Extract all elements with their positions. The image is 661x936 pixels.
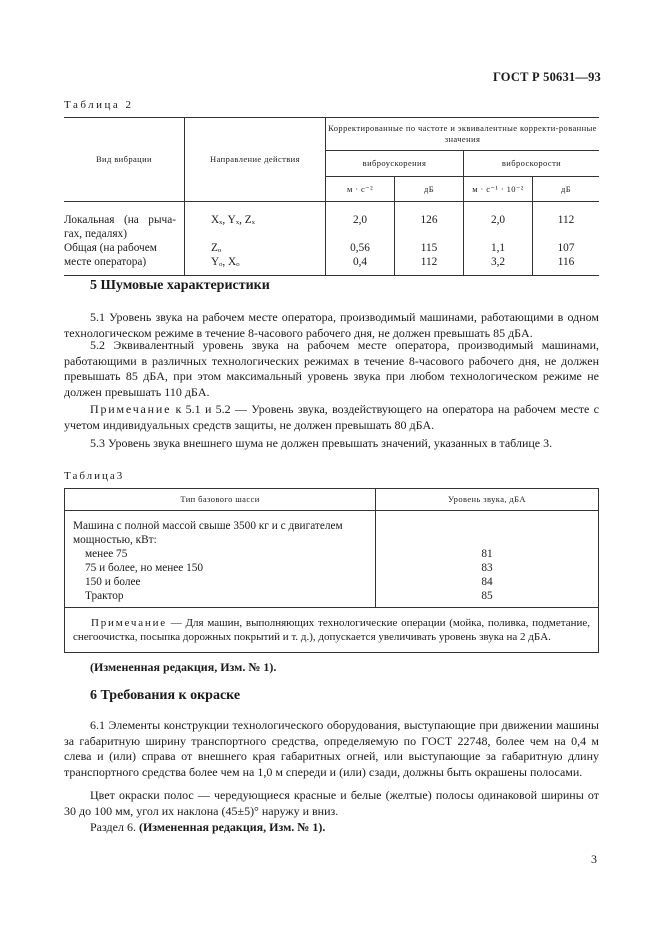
table3-row-label: 150 и более xyxy=(85,576,141,588)
table2-unit-db2: дБ xyxy=(533,177,600,202)
table2-row-accel: 0,56 xyxy=(350,242,370,254)
edition-note: (Измененная редакция, Изм. № 1). xyxy=(90,660,277,674)
table2-row-accel-db: 115 xyxy=(420,242,438,254)
table2-row-speed: 2,0 xyxy=(490,214,506,226)
table3-caption: Таблица3 xyxy=(64,470,125,482)
section5-p3: 5.3 Уровень звука внешнего шума не должен превышать значений, указанных в таблице 3. xyxy=(90,436,553,450)
table2-unit-speed: м · с⁻¹ · 10⁻² xyxy=(464,177,533,202)
table2 xyxy=(64,117,599,276)
section5-p2: 5.2 Эквивалентный уровень звука на рабочем месте оператора, производимый машинами, работающими в различных технологических режимах в течение 8-часового рабочего дня, не должен превышать 85 дБA, при этом максимальный уровень звука при любом технологическом режиме не должен превышать 110 дБA. xyxy=(64,338,599,399)
table2-row-accel-db: 126 xyxy=(420,214,438,226)
table3-row-value: 85 xyxy=(481,590,493,602)
table2-col-corrected: Корректированные по частоте и эквивалентные корректи-рованные значения xyxy=(326,118,600,151)
table2-row-speed-db: 112 xyxy=(557,214,575,226)
table2-row-dir: Zₒ xyxy=(211,242,222,254)
table2-row-type: Локальная (на рыча-гах, педалях) xyxy=(64,214,176,240)
table2-col-direction: Направление действия xyxy=(185,118,326,202)
table2-row-speed-db: 107 xyxy=(557,242,575,254)
table2-row-accel: 0,4 xyxy=(352,256,368,268)
table3-row-label: менее 75 xyxy=(85,548,128,560)
table3-col-chassis: Тип базового шасси xyxy=(65,489,376,511)
section5-p1: 5.1 Уровень звука на рабочем месте оператора, производимый машинами, работающими в одном технологическом режиме в течение 8-часового рабочего дня, не должен превышать 85 дБA. xyxy=(64,310,599,340)
section6-p3 xyxy=(64,820,599,836)
section6-p3-prefix: Раздел 6. xyxy=(90,820,136,834)
table2-col-type: Вид вибрации xyxy=(64,118,185,202)
table2-unit-db1: дБ xyxy=(395,177,464,202)
table3-row-label: 75 и более, но менее 150 xyxy=(85,562,204,574)
table2-row-dir: Yₒ, Xₒ xyxy=(211,256,240,268)
table3 xyxy=(64,488,599,653)
table2-row-speed: 3,2 xyxy=(490,256,506,268)
section5-note xyxy=(64,402,599,433)
table3-row-value: 84 xyxy=(481,576,493,588)
table2-caption: Таблица 2 xyxy=(64,99,134,111)
section5-note-text: к 5.1 и 5.2 — Уровень звука, воздействующего на оператора на рабочем месте с учетом индивидуальных средств защиты, не должен превышать 80 дБA. xyxy=(64,402,599,432)
table2-row-accel-db: 112 xyxy=(420,256,438,268)
table2-row-type: Общая (на рабочем месте оператора) xyxy=(64,242,157,268)
section5-note-label: Примечание xyxy=(90,402,172,416)
table2-col-accel: виброускорения xyxy=(326,151,464,177)
table3-col-level: Уровень звука, дБA xyxy=(376,489,599,511)
table2-row-speed-db: 116 xyxy=(557,256,575,268)
table3-intro: Машина с полной массой свыше 3500 кг и с двигателем мощностью, кВт: xyxy=(73,520,343,546)
table2-col-speed: виброскорости xyxy=(464,151,600,177)
table3-row-label: Трактор xyxy=(85,590,124,602)
page-number: 3 xyxy=(591,852,597,866)
table2-unit-accel: м · с⁻² xyxy=(326,177,395,202)
table2-row-speed: 1,1 xyxy=(490,242,506,254)
section6-p3-bold: (Измененная редакция, Изм. № 1). xyxy=(138,820,326,834)
table2-row-accel: 2,0 xyxy=(352,214,368,226)
table3-note-label: Примечание xyxy=(91,617,167,629)
table3-row-value: 83 xyxy=(481,562,493,574)
document-code: ГОСТ Р 50631—93 xyxy=(492,70,601,84)
table3-row-value: 81 xyxy=(481,548,493,560)
section6-p1: 6.1 Элементы конструкции технологического оборудования, выступающие при движении машины за габаритную ширину транспортного средства, определяемую по ГОСТ 22748, более чем на 0,4 м слева и (или) справа от внешнего края габаритных огней, или выступающие за габаритную длину транспортного средства более чем на 1,0 м спереди и (или) сзади, должны быть окрашены полосами. xyxy=(64,718,599,779)
table2-row-dir: Xₓ, Yₓ, Zₓ xyxy=(211,214,255,226)
table3-note-text: — Для машин, выполняющих технологические операции (мойка, поливка, подметание, снегоочистка, посыпка дорожных покрытий и т. д.), допускается увеличивать уровень звука на 2 дБA. xyxy=(73,617,590,643)
section5-title: 5 Шумовые характеристики xyxy=(90,278,270,293)
section6-p2: Цвет окраски полос — чередующиеся красные и белые (желтые) полосы одинаковой ширины от 30 до 100 мм, угол их наклона (45±5)° наружу и вниз. xyxy=(64,788,599,818)
section6-title: 6 Требования к окраске xyxy=(90,688,241,703)
